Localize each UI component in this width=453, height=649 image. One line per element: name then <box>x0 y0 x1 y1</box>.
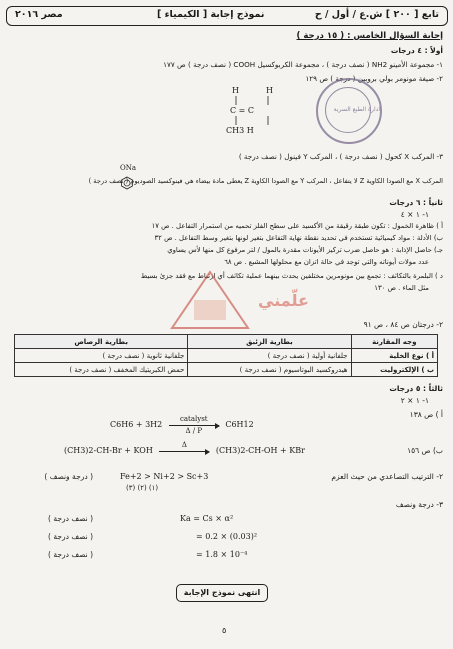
table-cell: أ ) نوع الخلية <box>351 349 437 363</box>
monomer-h1: H <box>232 86 239 95</box>
monomer-cc: C = C <box>230 106 255 115</box>
table-cell: جلفانية ثانوية ( نصف درجة ) <box>15 349 188 363</box>
comparison-table <box>14 334 438 377</box>
monomer-bottom: CH3 H <box>226 126 254 135</box>
part2-d2: مثل الماء . ص ١٣٠ <box>374 284 429 292</box>
ministry-stamp: ادارة الطبع السرية <box>316 78 382 144</box>
part3-a: أ ) ص ١٣٨ <box>409 410 443 419</box>
moment-order: Fe+2 > Ni+2 > Sc+3 <box>120 472 209 481</box>
part1-line4: المركب X مع الصودا الكاوية Z لا يتفاعل ، المركب Y مع الصودا الكاوية Z يعطى مادة بيضاء هي فينوكسيد الصوديوم ( نصف درجة ) <box>88 177 443 185</box>
equation-2: (CH3)2-CH-Br + KOH Δ (CH3)2-CH-OH + KBr <box>64 441 305 455</box>
part3-line2: ٢- الترتيب التصاعدي من حيث العزم <box>331 472 443 481</box>
table-header: وجه المقارنة <box>351 335 437 349</box>
part3-b: ب) ص ١٥٦ <box>407 446 443 455</box>
part2-a: أ ) ظاهرة الخمول : تكون طبقة رقيقة من الأكسيد على سطح الفلز تحميه من استمرار التفاعل . ص ١٧ <box>151 222 443 230</box>
order-numbers: (٣) (٢) (١) <box>126 484 159 492</box>
part3-line3: ٣- درجة ونصف <box>395 500 443 509</box>
part2-line0: ١- ١ × ٤ <box>400 210 429 219</box>
table-header-row <box>15 335 438 349</box>
part1-line2: ٢- صيغة مونومر بولي بروبين ( درجة ) ص ١٢٩ <box>305 74 443 83</box>
part2-d: د ) البلمرة بالتكاثف : تجمع بين مونومرين مختلفين يحدث بينهما عملية تكاثف أي ارتباط مع فقد جزئ بسيط <box>140 272 443 280</box>
page-number: ٥ <box>222 626 227 635</box>
header-left: مصر ٢٠١٦ <box>15 9 63 20</box>
table-cell: ب ) الإلكتروليت <box>351 363 437 377</box>
table-cell: حمض الكبريتيك المخفف ( نصف درجة ) <box>15 363 188 377</box>
watermark-logo <box>170 270 250 330</box>
end-of-answers-box: انتهى نموذج الإجابة <box>176 584 268 602</box>
table-row <box>15 349 438 363</box>
header-right: تابع [ ٢٠٠ ] ش.ع / أول / ح <box>314 9 439 20</box>
order-grade: ( درجة ونصف ) <box>44 472 93 481</box>
part1-title: أولاً : ٤ درجات <box>390 46 443 55</box>
part2-c: جـ) حاصل الإذابة : هو حاصل ضرب تركيز الأيونات مقدرة بالمول / لتر مرفوع كل منها لأس يساوي <box>167 246 443 254</box>
part1-line1: ١- مجموعة الأمينو NH2 ( نصف درجة ) ، مجموعة الكربوكسيل COOH ( نصف درجة ) ص ١٧٧ <box>163 60 443 69</box>
part2-c2: عدد مولات أيوناته والتي توجد في حالة اتزان مع محلولها المشبع . ص ٦٨ <box>224 258 429 266</box>
watermark-text: علّمني <box>258 291 309 310</box>
table-cell: هيدروكسيد البوتاسيوم ( نصف درجة ) <box>188 363 351 377</box>
ka-grade-3: ( نصف درجة ) <box>48 550 93 559</box>
header-center: نموذج إجابة [ الكيمياء ] <box>157 9 265 20</box>
part2-title: ثانياً : ٦ درجات <box>389 198 443 207</box>
table-cell: جلفانية أولية ( نصف درجة ) <box>188 349 351 363</box>
ka-equation-3: = 1.8 × 10⁻⁴ <box>196 550 248 559</box>
ka-equation-1: Ka = Cs × α² <box>180 514 234 523</box>
ona-label: ONa <box>120 164 137 172</box>
ka-grade-2: ( نصف درجة ) <box>48 532 93 541</box>
benzene-ring-icon <box>120 176 134 190</box>
page-header <box>6 6 448 26</box>
part2-line2: ٢- درجتان ص ٨٤ ، ص ٩١ <box>363 320 443 329</box>
section-title: إجابة السؤال الخامس : ( ١٥ درجة ) <box>296 31 443 41</box>
ka-grade-1: ( نصف درجة ) <box>48 514 93 523</box>
part3-title: ثالثاً : ٥ درجات <box>389 384 443 393</box>
ka-equation-2: = 0.2 × (0.03)² <box>196 532 258 541</box>
equation-1: C6H6 + 3H2 catalyst Δ / P C6H12 <box>110 415 254 435</box>
part1-line3: ٣- المركب X كحول ( نصف درجة ) ، المركب Y فينول ( نصف درجة ) <box>238 152 443 161</box>
monomer-h2: H <box>266 86 273 95</box>
table-row <box>15 363 438 377</box>
part3-line0: ١- ١ × ٢ <box>400 396 429 405</box>
table-header: بطارية الزئبق <box>188 335 351 349</box>
part2-b: ب) الأدلة : مواد كيميائية تستخدم في تحديد نقطة نهاية التفاعل بتغير لونها بتغير وسط التفاعل . ص ٣٢ <box>154 234 443 242</box>
monomer-bonds <box>234 96 274 126</box>
table-header: بطارية الرصاص <box>15 335 188 349</box>
